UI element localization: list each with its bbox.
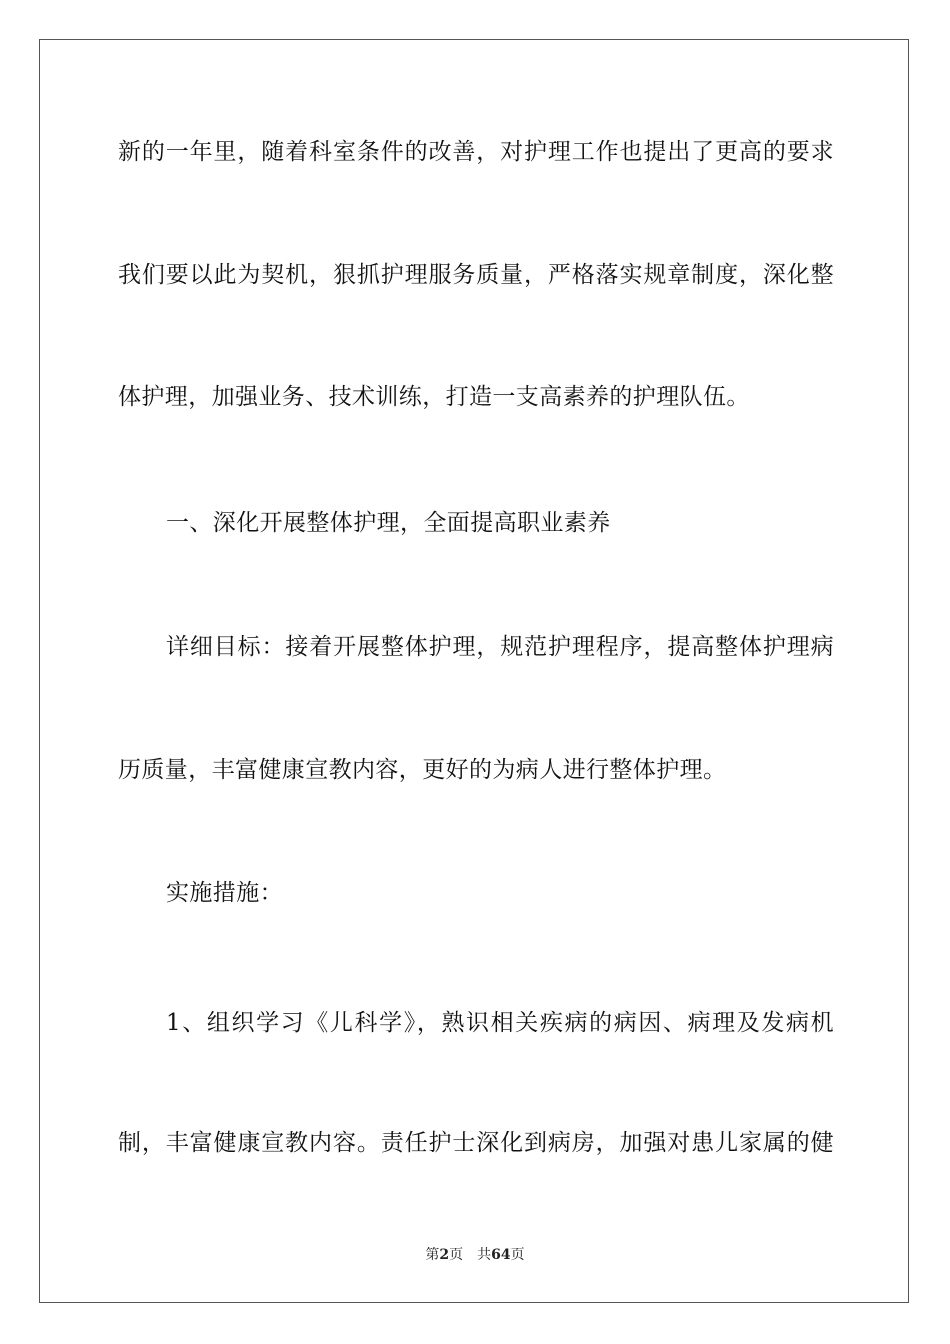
list-item-1-line-1: 1、组织学习《儿科学》，熟识相关疾病的病因、病理及发病机 bbox=[166, 1010, 834, 1036]
page-border bbox=[39, 39, 909, 1303]
body-line-6: 历质量，丰富健康宣教内容，更好的为病人进行整体护理。 bbox=[118, 757, 727, 783]
body-line-3: 体护理，加强业务、技术训练，打造一支高素养的护理队伍。 bbox=[118, 384, 750, 410]
footer-page-suffix: 页 bbox=[449, 1247, 464, 1263]
footer-total-pages: 64 bbox=[491, 1247, 511, 1263]
list-item-1-line-2: 制，丰富健康宣教内容。责任护士深化到病房，加强对患儿家属的健 bbox=[118, 1130, 834, 1156]
body-line-5: 详细目标：接着开展整体护理，规范护理程序，提高整体护理病 bbox=[166, 634, 834, 660]
footer-page-number: 2 bbox=[439, 1247, 450, 1263]
footer-total-suffix: 页 bbox=[510, 1247, 525, 1263]
measures-label: 实施措施： bbox=[166, 880, 283, 906]
footer-total-prefix: 共 bbox=[477, 1247, 492, 1263]
body-line-2: 我们要以此为契机，狠抓护理服务质量，严格落实规章制度，深化整 bbox=[118, 262, 834, 288]
section-heading: 一、深化开展整体护理，全面提高职业素养 bbox=[166, 510, 611, 536]
page-footer bbox=[0, 1246, 950, 1264]
body-line-1: 新的一年里，随着科室条件的改善，对护理工作也提出了更高的要求 bbox=[118, 139, 834, 165]
footer-page-prefix: 第 bbox=[425, 1247, 440, 1263]
